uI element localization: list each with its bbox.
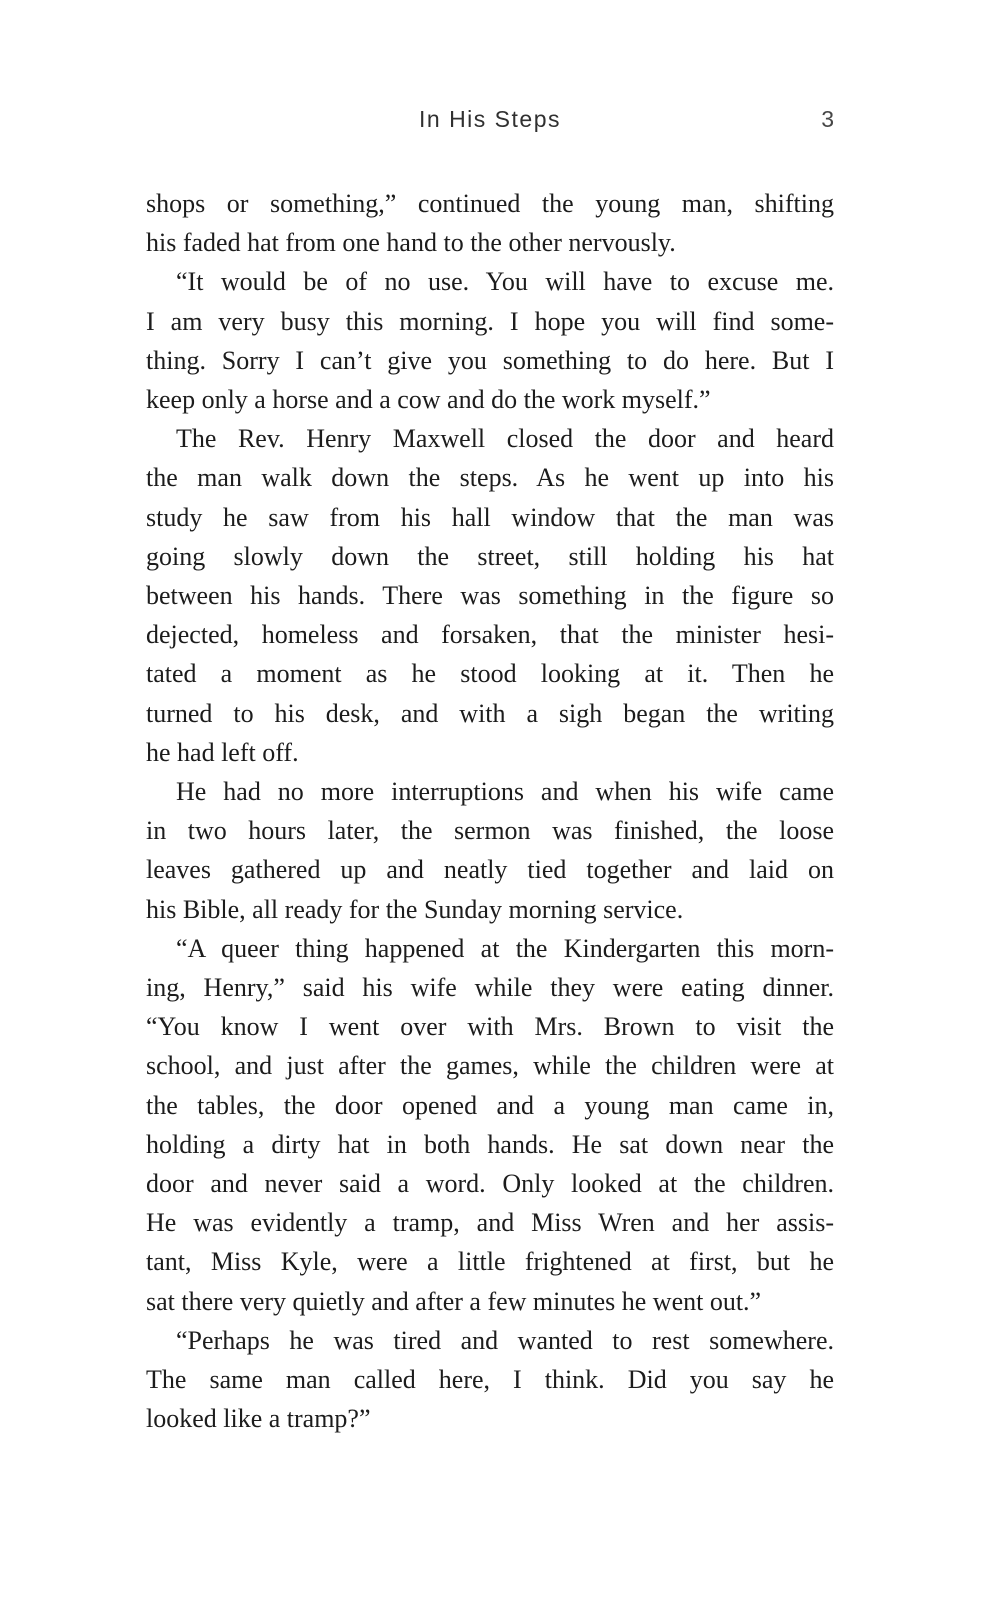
paragraph [146,1321,834,1439]
text-line: I am very busy this morning. I hope you will find some- [146,306,834,336]
text-line: study he saw from his hall window that the man was [146,502,834,532]
text-line: holding a dirty hat in both hands. He sat down near the [146,1129,834,1159]
paragraph [146,262,834,419]
page-number: 3 [821,106,834,132]
paragraph [146,184,834,262]
text-line: “It would be of no use. You will have to excuse me. [176,267,834,297]
text-line: his faded hat from one hand to the other nervously. [146,228,676,258]
text-line: turned to his desk, and with a sigh began the writing [146,698,834,728]
text-line: between his hands. There was something in the figure so [146,581,834,611]
text-line: tated a moment as he stood looking at it. Then he [146,659,834,689]
text-line: The same man called here, I think. Did you say he [146,1365,834,1395]
text-line: thing. Sorry I can’t give you something to do here. But I [146,345,834,375]
text-line: the man walk down the steps. As he went up into his [146,463,834,493]
text-line: shops or something,” continued the young man, shifting [146,189,834,218]
paragraph [146,772,834,929]
text-line: “A queer thing happened at the Kindergarten this morn- [176,933,834,963]
text-line: leaves gathered up and neatly tied together and laid on [146,855,834,885]
text-line: “You know I went over with Mrs. Brown to visit the [146,1012,834,1042]
text-line: “Perhaps he was tired and wanted to rest somewhere. [176,1325,834,1355]
body-text [146,184,834,1439]
page-title: In His Steps [419,106,561,132]
text-line: ing, Henry,” said his wife while they were eating dinner. [146,973,834,1003]
paragraph [146,419,834,772]
text-line: dejected, homeless and forsaken, that the minister hesi- [146,620,834,650]
text-line: He had no more interruptions and when his wife came [176,777,834,807]
text-line: sat there very quietly and after a few minutes he went out.” [146,1286,762,1316]
text-line: the tables, the door opened and a young man came in, [146,1090,834,1120]
text-line: The Rev. Henry Maxwell closed the door and heard [176,424,834,454]
text-line: keep only a horse and a cow and do the work myself.” [146,385,711,415]
text-line: He was evidently a tramp, and Miss Wren and her assis- [146,1208,834,1238]
text-line: door and never said a word. Only looked at the children. [146,1169,834,1199]
text-line: he had left off. [146,737,299,767]
text-line: tant, Miss Kyle, were a little frightened at first, but he [146,1247,834,1277]
text-line: school, and just after the games, while the children were at [146,1051,834,1081]
paragraph [146,929,834,1321]
text-line: looked like a tramp?” [146,1404,371,1434]
running-head [146,106,834,138]
text-line: going slowly down the street, still holding his hat [146,541,834,571]
text-line: in two hours later, the sermon was finished, the loose [146,816,834,846]
text-line: his Bible, all ready for the Sunday morning service. [146,894,684,924]
